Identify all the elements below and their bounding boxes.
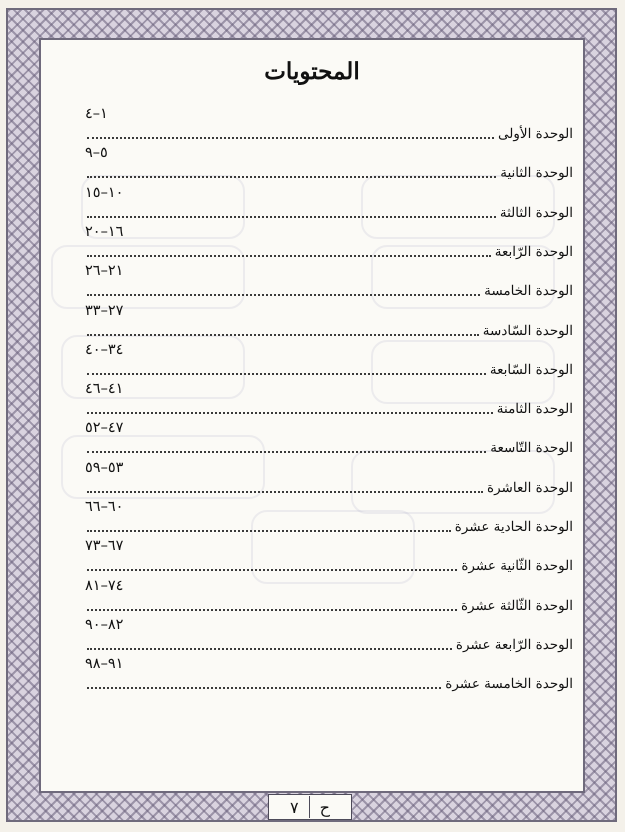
toc-dot-leader bbox=[87, 216, 496, 218]
toc-unit-label: الوحدة الثّالثة عشرة bbox=[460, 598, 573, 614]
toc-dot-leader bbox=[87, 687, 441, 689]
toc-page-range: ٧٤–٨١ bbox=[85, 578, 124, 594]
toc-dot-leader bbox=[87, 176, 496, 178]
toc-page-range: ٩١–٩٨ bbox=[85, 656, 124, 672]
toc-dot-leader bbox=[87, 334, 479, 336]
toc-page-range: ٦٠–٦٦ bbox=[85, 499, 124, 515]
toc-page-range: ٤١–٤٦ bbox=[85, 381, 124, 397]
page-number-divider bbox=[309, 796, 310, 818]
toc-dot-leader bbox=[87, 491, 483, 493]
toc-unit-label: الوحدة الثامنة bbox=[496, 401, 573, 417]
toc-unit-label: الوحدة الرّابعة عشرة bbox=[455, 637, 573, 653]
toc-dot-leader bbox=[87, 648, 452, 650]
toc-unit-label: الوحدة الرّابعة bbox=[494, 244, 573, 260]
page-title: المحتويات bbox=[264, 58, 360, 85]
toc-page-range: ٥٣–٥٩ bbox=[85, 460, 124, 476]
toc-unit-label: الوحدة الثّانية عشرة bbox=[461, 558, 573, 574]
page-number: ٧ bbox=[290, 797, 299, 817]
toc-page-range: ١–٤ bbox=[85, 106, 108, 122]
toc-dot-leader bbox=[87, 530, 451, 532]
toc-dot-leader bbox=[87, 569, 457, 571]
toc-unit-label: الوحدة الأولى bbox=[498, 126, 573, 142]
toc-dot-leader bbox=[87, 137, 494, 139]
toc-unit-label: الوحدة السّادسة bbox=[482, 323, 573, 339]
toc-page-range: ٨٢–٩٠ bbox=[85, 617, 124, 633]
toc-unit-label: الوحدة الخامسة bbox=[484, 283, 573, 299]
toc-dot-leader bbox=[87, 412, 493, 414]
content-panel bbox=[39, 38, 585, 793]
toc-page-range: ٤٧–٥٢ bbox=[85, 420, 124, 436]
toc-row bbox=[41, 106, 583, 150]
toc-unit-label: الوحدة الثالثة bbox=[499, 205, 573, 221]
toc-dot-leader bbox=[87, 373, 486, 375]
toc-dot-leader bbox=[87, 451, 486, 453]
toc-unit-label: الوحدة السّابعة bbox=[489, 362, 573, 378]
toc-unit-label: الوحدة العاشرة bbox=[487, 480, 573, 496]
toc-unit-label: الوحدة التّاسعة bbox=[490, 440, 573, 456]
table-of-contents bbox=[41, 40, 583, 791]
page-number-box bbox=[268, 794, 352, 820]
toc-unit-label: الوحدة الحادية عشرة bbox=[454, 519, 573, 535]
page-letter: ح bbox=[319, 797, 330, 817]
toc-unit-label: الوحدة الثانية bbox=[500, 165, 573, 181]
toc-page-range: ١٠–١٥ bbox=[85, 185, 124, 201]
toc-page-range: ٢١–٢٦ bbox=[85, 263, 124, 279]
toc-page-range: ٢٧–٣٣ bbox=[85, 303, 124, 319]
toc-row bbox=[41, 656, 583, 700]
toc-dot-leader bbox=[87, 294, 480, 296]
toc-page-range: ١٦–٢٠ bbox=[85, 224, 124, 240]
toc-dot-leader bbox=[87, 609, 457, 611]
toc-dot-leader bbox=[87, 255, 491, 257]
toc-page-range: ٥–٩ bbox=[85, 145, 108, 161]
toc-page-range: ٣٤–٤٠ bbox=[85, 342, 124, 358]
toc-page-range: ٦٧–٧٣ bbox=[85, 538, 124, 554]
toc-unit-label: الوحدة الخامسة عشرة bbox=[445, 676, 573, 692]
